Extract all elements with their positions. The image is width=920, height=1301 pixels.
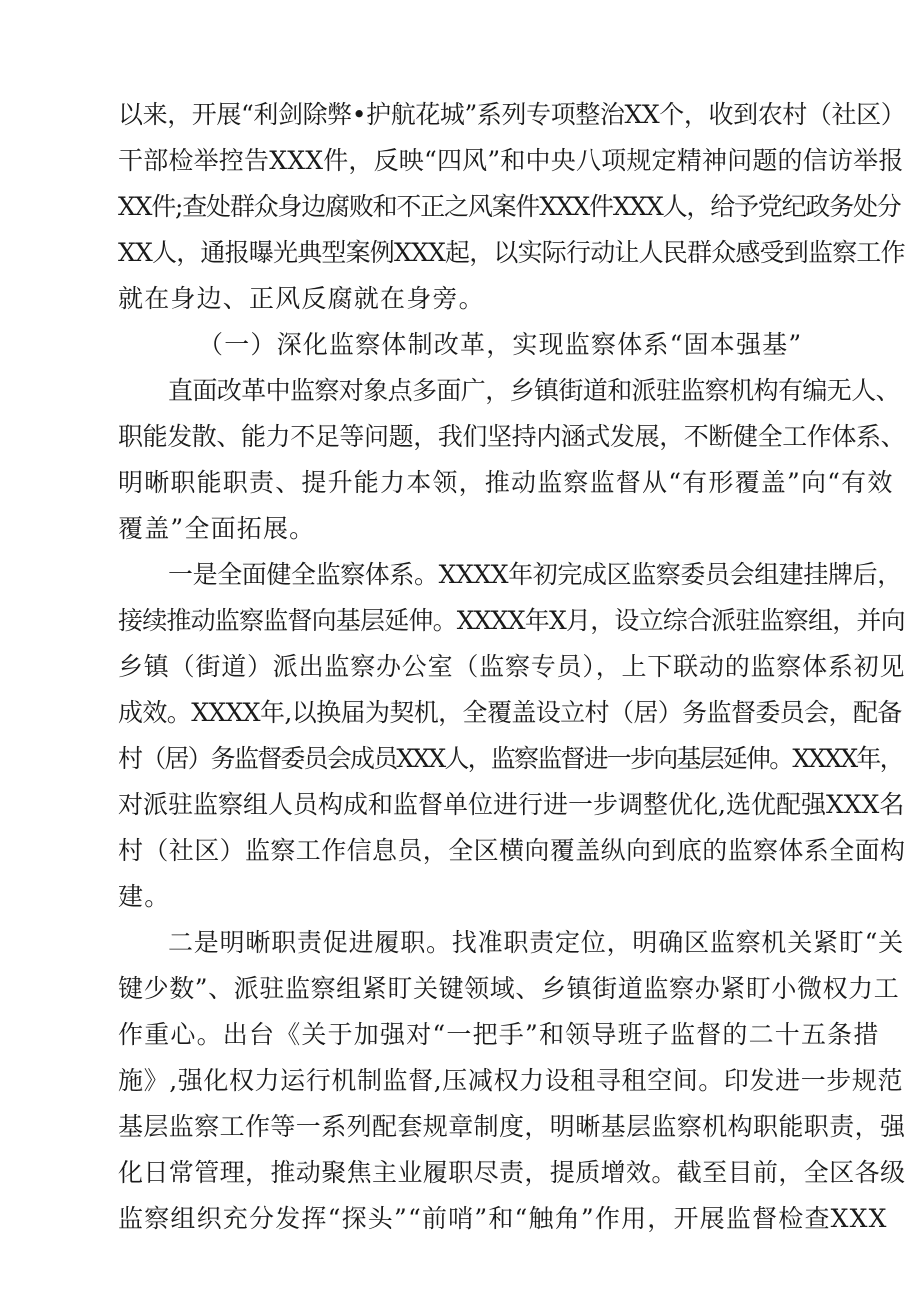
paragraph-line: 就在身边、正风反腐就在身旁。 <box>118 284 485 313</box>
paragraph-line: 干部检举控告XXX件，反映“四风”和中央八项规定精神问题的信访举报 <box>118 146 904 175</box>
paragraph-line: 接续推动监察监督向基层延伸。XXXX年X月，设立综合派驻监察组，并向 <box>118 606 905 635</box>
paragraph-line: 二是明晰职责促进履职。找准职责定位，明确区监察机关紧盯“关 <box>168 928 904 957</box>
paragraph-line: 施》,强化权力运行机制监督,压减权力设租寻租空间。印发进一步规范 <box>118 1066 904 1095</box>
paragraph-line: XX人，通报曝光典型案例XXX起，以实际行动让人民群众感受到监察工作 <box>118 238 905 267</box>
paragraph-line: XX件;查处群众身边腐败和不正之风案件XXX件XXX人，给予党纪政务处分 <box>118 192 901 221</box>
paragraph-line: 村（居）务监督委员会成员XXX人，监察监督进一步向基层延伸。XXXX年， <box>118 744 903 773</box>
paragraph-line: 直面改革中监察对象点多面广，乡镇街道和派驻监察机构有编无人、 <box>168 376 901 405</box>
paragraph-line: 作重心。出台《关于加强对“一把手”和领导班子监督的二十五条措 <box>118 1020 880 1049</box>
paragraph-line: 明晰职能职责、提升能力本领，推动监察监督从“有形覆盖”向“有效 <box>118 468 894 497</box>
paragraph-line: 覆盖”全面拓展。 <box>118 514 316 543</box>
section-heading: （一）深化监察体制改革，实现监察体系“固本强基” <box>198 330 803 359</box>
paragraph-line: 化日常管理，推动聚焦主业履职尽责，提质增效。截至目前，全区各级 <box>118 1158 906 1187</box>
paragraph-line: 一是全面健全监察体系。XXXX年初完成区监察委员会组建挂牌后， <box>168 560 902 589</box>
paragraph-line: 基层监察工作等一系列配套规章制度，明晰基层监察机构职能职责，强 <box>118 1112 906 1141</box>
paragraph-line: 以来，开展“利剑除弊•护航花城”系列专项整治XX个，收到农村（社区） <box>118 100 906 129</box>
paragraph-line: 监察组织充分发挥“探头”“前哨”和“触角”作用，开展监督检查XXX <box>118 1204 888 1233</box>
paragraph-line: 职能发散、能力不足等问题，我们坚持内涵式发展，不断健全工作体系、 <box>118 422 906 451</box>
paragraph-line: 对派驻监察组人员构成和监督单位进行进一步调整优化,选优配强XXX名 <box>118 790 905 819</box>
paragraph-line: 乡镇（街道）派出监察办公室（监察专员），上下联动的监察体系初见 <box>118 652 906 681</box>
paragraph-line: 村（社区）监察工作信息员，全区横向覆盖纵向到底的监察体系全面构 <box>118 836 906 865</box>
paragraph-line: 成效。XXXX年,以换届为契机，全覆盖设立村（居）务监督委员会，配备 <box>118 698 902 727</box>
paragraph-line: 键少数”、派驻监察组紧盯关键领域、乡镇街道监察办紧盯小微权力工 <box>118 974 900 1003</box>
paragraph-line: 建。 <box>118 882 171 911</box>
